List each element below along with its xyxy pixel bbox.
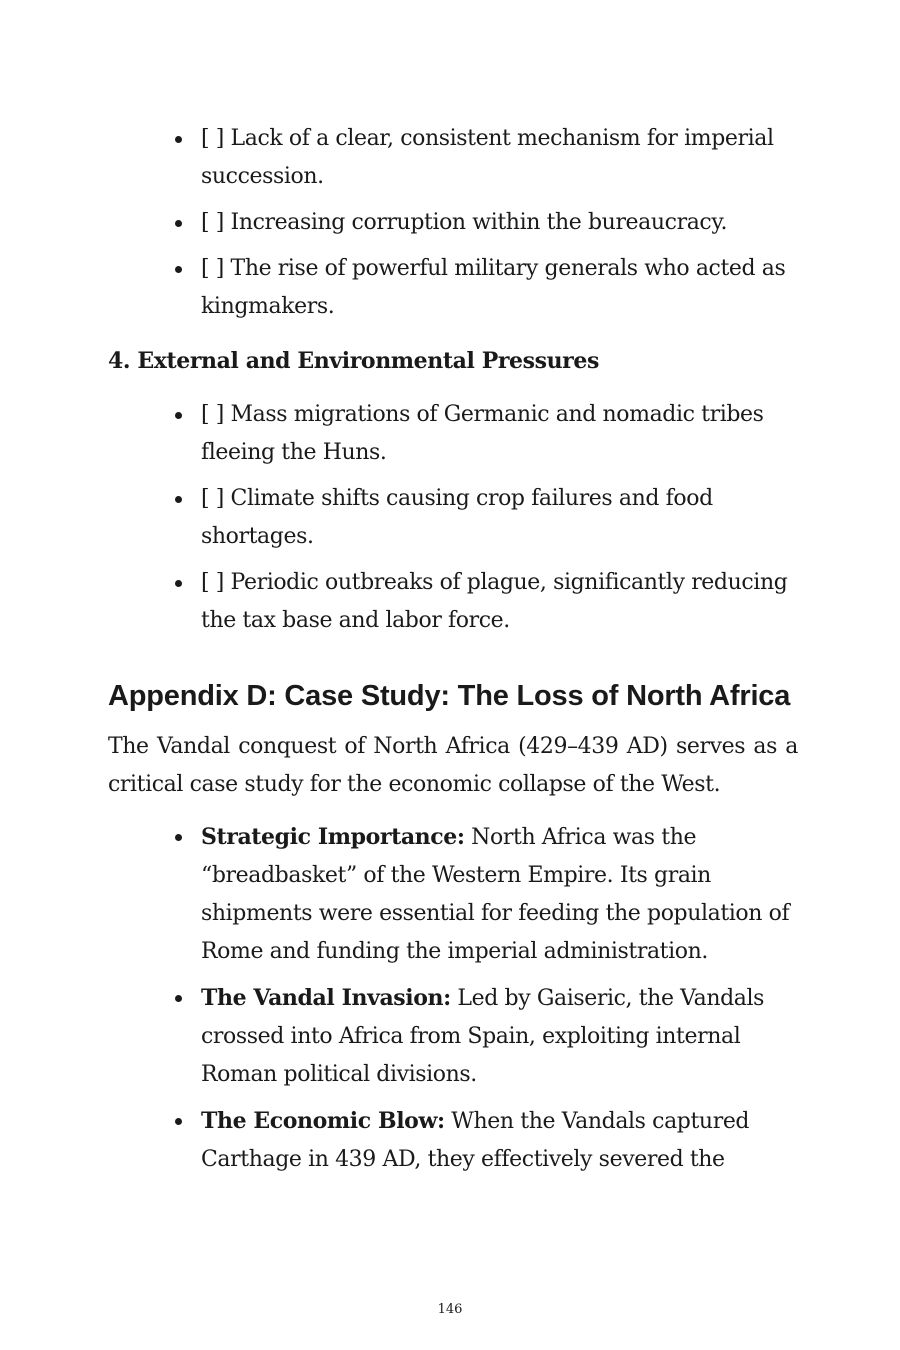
bullet-icon — [175, 1118, 182, 1125]
case-study-list — [170, 818, 798, 1179]
list-item-text: North Africa was the “breadbasket” of the Western Empire. Its grain shipments were essential for feeding the population of Rome and funding the imperial administration. — [201, 825, 790, 964]
page-content — [108, 120, 798, 1187]
appendix-heading: Appendix D: Case Study: The Loss of North Africa — [108, 680, 791, 712]
list-item — [170, 818, 798, 971]
bullet-icon — [175, 580, 182, 587]
list-item-text: [ ] Lack of a clear, consistent mechanism for imperial succession. — [201, 126, 774, 189]
list-item — [170, 480, 798, 556]
list-item-text: Led by Gaiseric, the Vandals crossed into Africa from Spain, exploiting internal Roman political divisions. — [201, 986, 765, 1087]
list-item-term: Strategic Importance: — [201, 824, 465, 850]
appendix-intro: The Vandal conquest of North Africa (429–439 AD) serves as a critical case study for the economic collapse of the West. — [108, 734, 798, 797]
bullet-icon — [175, 412, 182, 419]
list-item — [170, 204, 798, 242]
list-item — [170, 979, 798, 1094]
list-item-text: [ ] Climate shifts causing crop failures and food shortages. — [201, 486, 713, 549]
list-item-text: [ ] The rise of powerful military generals who acted as kingmakers. — [201, 256, 786, 319]
list-item-text: [ ] Mass migrations of Germanic and nomadic tribes fleeing the Huns. — [201, 402, 764, 465]
bullet-icon — [175, 834, 182, 841]
bullet-icon — [175, 220, 182, 227]
governance-list — [170, 120, 798, 326]
list-item-text: [ ] Periodic outbreaks of plague, significantly reducing the tax base and labor force. — [201, 570, 788, 633]
section-heading: 4. External and Environmental Pressures — [108, 348, 599, 374]
list-item-term: The Economic Blow: — [201, 1108, 445, 1134]
list-item — [170, 250, 798, 326]
external-pressures-list — [170, 396, 798, 640]
bullet-icon — [175, 995, 182, 1002]
list-item-text: [ ] Increasing corruption within the bureaucracy. — [201, 210, 728, 235]
bullet-icon — [175, 266, 182, 273]
bullet-icon — [175, 136, 182, 143]
bullet-icon — [175, 496, 182, 503]
list-item — [170, 396, 798, 472]
list-item — [170, 120, 798, 196]
list-item — [170, 1102, 798, 1179]
list-item-text: When the Vandals captured Carthage in 439 AD, they effectively severed the — [201, 1109, 750, 1172]
page-number: 146 — [437, 1302, 463, 1317]
list-item — [170, 564, 798, 640]
list-item-term: The Vandal Invasion: — [201, 985, 451, 1011]
